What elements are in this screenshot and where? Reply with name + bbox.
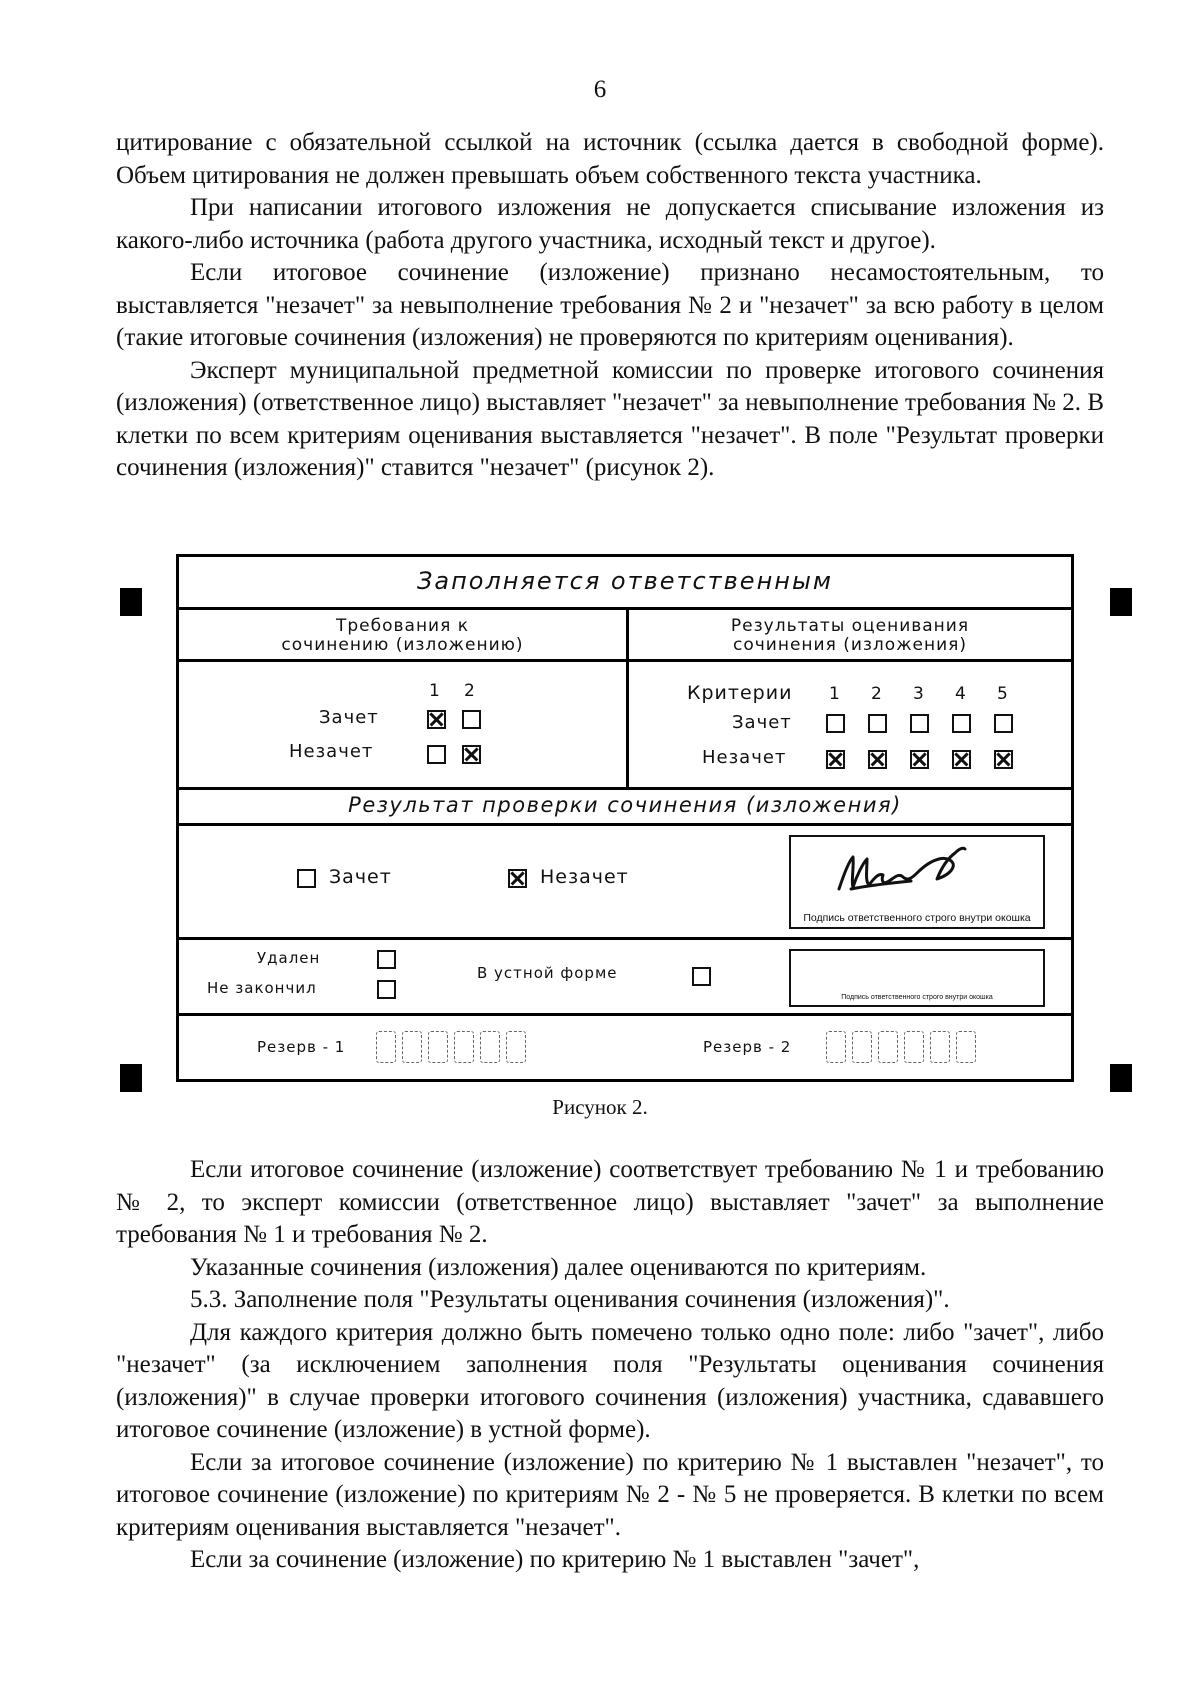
criterion-2-fail-checkbox[interactable]	[868, 750, 887, 769]
signature-box[interactable]	[789, 835, 1045, 929]
req-1-fail-checkbox[interactable]	[427, 745, 446, 764]
page-number: 6	[593, 76, 607, 103]
req-1-pass-checkbox[interactable]	[427, 710, 446, 729]
criterion-2-pass-checkbox[interactable]	[868, 714, 887, 733]
result-header: Результат проверки сочинения (изложения)	[348, 793, 902, 817]
registration-marker	[120, 1064, 142, 1092]
removed-label: Удален	[257, 949, 321, 967]
paragraph: Если итоговое сочинение (изложение) соответствует требованию № 1 и требованию № 2, то эксперт комиссии (ответственное лицо) выставляет "зачет" за выполнение требования № 1 и требования № 2.	[116, 1156, 1104, 1248]
criterion-number: 2	[871, 684, 883, 704]
criteria-pass-label: Зачет	[732, 712, 792, 733]
paragraph: Если за итоговое сочинение (изложение) по критерию № 1 выставлен "незачет", то итоговое сочинение (изложение) по критериям № 2 - № 5 не проверяется. В клетки по всем критериям оценивания выставляется "незачет".	[116, 1448, 1104, 1541]
reserve-1-cell[interactable]	[428, 1031, 448, 1063]
criteria-label: Критерии	[687, 682, 793, 704]
criterion-3-fail-checkbox[interactable]	[910, 750, 929, 769]
assessment-form	[176, 554, 1074, 1082]
req-2-fail-checkbox[interactable]	[462, 745, 481, 764]
signature-box-2[interactable]	[789, 949, 1045, 1007]
removed-checkbox[interactable]	[377, 950, 396, 969]
criterion-4-fail-checkbox[interactable]	[952, 750, 971, 769]
form-divider	[179, 1013, 1071, 1016]
signature-caption: Подпись ответственного строго внутри окошка	[841, 994, 993, 1001]
requirements-title: Требования к	[335, 616, 470, 636]
result-pass-label: Зачет	[329, 866, 392, 888]
results-title: Результаты оценивания	[730, 616, 970, 636]
paragraph: При написании итогового изложения не допускается списывание изложения из какого-либо источника (работа другого участника, исходный текст и другое).	[116, 194, 1104, 254]
reserve-2-cell[interactable]	[956, 1031, 976, 1063]
form-divider	[179, 607, 1071, 610]
requirement-number: 1	[429, 681, 441, 701]
reserve-2-cell[interactable]	[852, 1031, 872, 1063]
bottom-text-block	[116, 1154, 1104, 1577]
criterion-number: 5	[997, 684, 1009, 704]
paragraph: Эксперт муниципальной предметной комиссии по проверке итогового сочинения (изложения) (ответственное лицо) выставляет "незачет" за невыполнение требования № 2. В клетки по всем критериям оценивания выставляется "незачет". В поле "Результат проверки сочинения (изложения)" ставится "незачет" (рисунок 2).	[116, 356, 1104, 481]
reserve-2-cell[interactable]	[878, 1031, 898, 1063]
criterion-number: 4	[955, 684, 967, 704]
result-pass-checkbox[interactable]	[297, 869, 316, 888]
results-title: сочинения (изложения)	[733, 635, 967, 655]
oral-form-label: В устной форме	[477, 964, 618, 982]
reserve-2-cell[interactable]	[904, 1031, 924, 1063]
paragraph: цитирование с обязательной ссылкой на источник (ссылка дается в свободной форме). Объем цитирования не должен превышать объем собственного текста участника.	[116, 129, 1104, 189]
requirements-title: сочинению (изложению)	[281, 635, 524, 655]
paragraph: Для каждого критерия должно быть помечено только одно поле: либо "зачет", либо "незачет" (за исключением заполнения поля "Результаты оценивания сочинения (изложения)" в случае проверки итогового сочинения (изложения) участника, сдававшего итоговое сочинение (изложение) в устной форме).	[116, 1318, 1104, 1443]
criterion-3-pass-checkbox[interactable]	[910, 714, 929, 733]
registration-marker	[1110, 588, 1132, 616]
reserve-1-label: Резерв - 1	[257, 1038, 346, 1056]
figure-caption: Рисунок 2.	[552, 1095, 648, 1119]
criterion-4-pass-checkbox[interactable]	[952, 714, 971, 733]
not-finished-label: Не закончил	[207, 979, 317, 997]
reserve-2-cell[interactable]	[826, 1031, 846, 1063]
criterion-5-pass-checkbox[interactable]	[994, 714, 1013, 733]
requirement-number: 2	[464, 681, 476, 701]
criterion-1-pass-checkbox[interactable]	[826, 714, 845, 733]
form-divider	[179, 823, 1071, 826]
signature-icon	[791, 837, 1043, 907]
form-header: Заполняется ответственным	[416, 567, 834, 595]
result-fail-label: Незачет	[540, 866, 629, 888]
pass-label: Зачет	[319, 707, 379, 728]
reserve-2-cell[interactable]	[930, 1031, 950, 1063]
criteria-fail-label: Незачет	[702, 747, 787, 768]
registration-marker	[120, 588, 142, 616]
criterion-number: 3	[913, 684, 925, 704]
form-divider	[179, 787, 1071, 790]
signature-caption: Подпись ответственного строго внутри окошка	[803, 912, 1031, 924]
reserve-2-label: Резерв - 2	[703, 1038, 792, 1056]
registration-marker	[1110, 1064, 1132, 1092]
reserve-1-cell[interactable]	[506, 1031, 526, 1063]
fail-label: Незачет	[289, 741, 374, 762]
paragraph: Если итоговое сочинение (изложение) признано несамостоятельным, то выставляется "незачет" за невыполнение требования № 2 и "незачет" за всю работу в целом (такие итоговые сочинения (изложения) не проверяются по критериям оценивания).	[116, 259, 1104, 351]
criterion-5-fail-checkbox[interactable]	[994, 750, 1013, 769]
result-fail-checkbox[interactable]	[508, 869, 527, 888]
oral-form-checkbox[interactable]	[692, 967, 711, 986]
reserve-1-cell[interactable]	[376, 1031, 396, 1063]
paragraph: 5.3. Заполнение поля "Результаты оценивания сочинения (изложения)".	[190, 1286, 950, 1313]
paragraph: Если за сочинение (изложение) по критерию № 1 выставлен "зачет",	[190, 1546, 920, 1573]
criterion-1-fail-checkbox[interactable]	[826, 750, 845, 769]
criterion-number: 1	[829, 684, 841, 704]
not-finished-checkbox[interactable]	[377, 980, 396, 999]
paragraph: Указанные сочинения (изложения) далее оцениваются по критериям.	[190, 1253, 927, 1281]
form-divider	[179, 659, 1071, 662]
reserve-1-cell[interactable]	[454, 1031, 474, 1063]
req-2-pass-checkbox[interactable]	[462, 710, 481, 729]
reserve-1-cell[interactable]	[402, 1031, 422, 1063]
form-divider	[179, 937, 1071, 940]
reserve-1-cell[interactable]	[480, 1031, 500, 1063]
